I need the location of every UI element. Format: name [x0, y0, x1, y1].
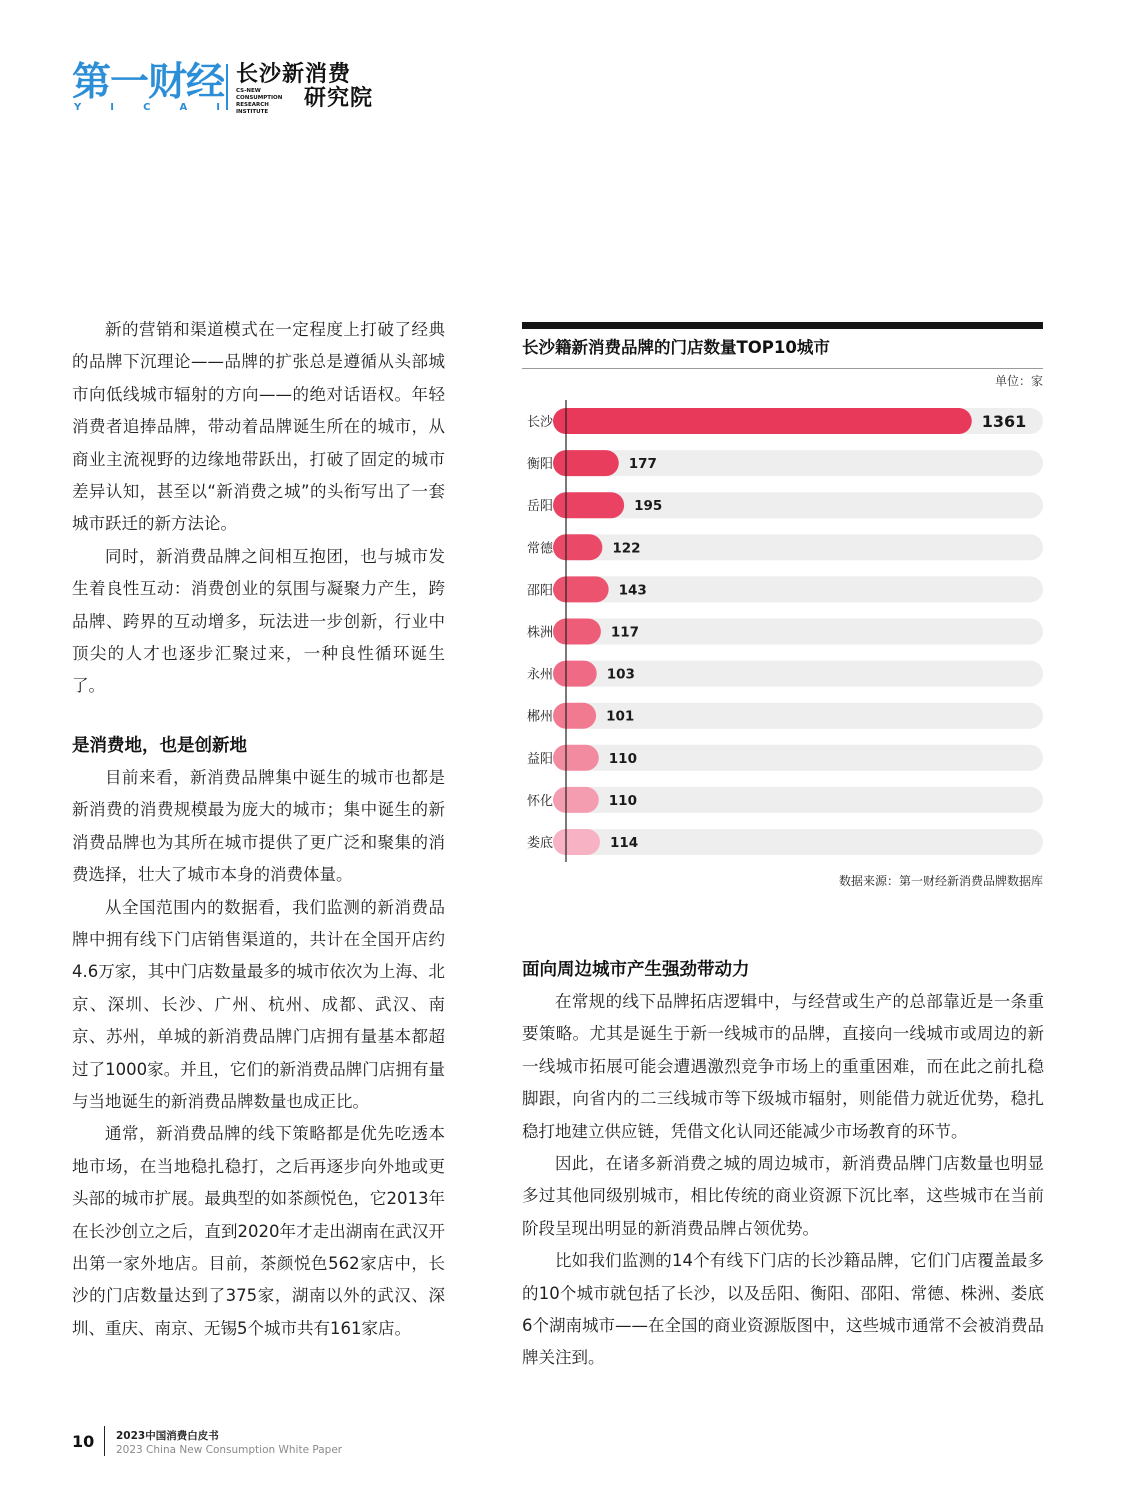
value-label: 143: [618, 582, 647, 599]
footer-title-en: 2023 China New Consumption White Paper: [116, 1444, 343, 1456]
value-label: 114: [609, 835, 639, 851]
store-count-chart: [522, 322, 1043, 892]
bar-track: [566, 661, 1043, 687]
category-label: 益阳: [527, 751, 554, 767]
bar: [553, 534, 602, 560]
value-label: 103: [606, 666, 635, 683]
institute-name-line1: 长沙新消费: [236, 62, 352, 87]
publisher-logo: [72, 62, 412, 114]
paragraph: 同时，新消费品牌之间相互抱团，也与城市发生着良性互动：消费创业的氛围与凝聚力产生，跨品牌、跨界的互动增多，玩法进一步创新，行业中顶尖的人才也逐步汇聚过来，一种良性循环诞生了。: [72, 546, 445, 696]
bar: [553, 745, 599, 771]
paragraph: 因此，在诸多新消费之城的周边城市，新消费品牌门店数量也明显多过其他同级别城市，相比传统的商业资源下沉比率，这些城市在当前阶段呈现出明显的新消费品牌占领优势。: [522, 1154, 1044, 1238]
category-label: 长沙: [527, 415, 554, 430]
bar: [553, 576, 609, 602]
bar-track: [566, 787, 1043, 813]
category-label: 常德: [527, 541, 554, 557]
value-label: 177: [628, 456, 657, 473]
paragraph: 从全国范围内的数据看，我们监测的新消费品牌中拥有线下门店销售渠道的，共计在全国开店约4.6万家，其中门店数量最多的城市依次为上海、北京、深圳、长沙、广州、杭州、成都、武汉、南京、苏州，单城的新消费品牌门店拥有量基本都超过了1000家。并且，它们的新消费品牌门店拥有量与当地诞生的新消费品牌数量也成正比。: [72, 897, 445, 1111]
paragraph: 比如我们监测的14个有线下门店的长沙籍品牌，它们门店覆盖最多的10个城市就包括了长沙，以及岳阳、衡阳、邵阳、常德、株洲、娄底6个湖南城市——在全国的商业资源版图中，这些城市通常不会被消费品牌关注到。: [522, 1251, 1044, 1368]
paragraph: 目前来看，新消费品牌集中诞生的城市也都是新消费的消费规模最为庞大的城市；集中诞生的新消费品牌也为其所在城市提供了更广泛和聚集的消费选择，壮大了城市本身的消费体量。: [72, 767, 445, 885]
category-label: 岳阳: [527, 499, 554, 515]
bar-track: [566, 703, 1043, 729]
category-label: 邵阳: [527, 583, 554, 599]
chart-unit: 单位：家: [994, 374, 1043, 388]
category-label: 衡阳: [527, 457, 554, 473]
bar: [553, 619, 601, 645]
footer-divider: [104, 1426, 105, 1456]
section-heading: 面向周边城市产生强劲带动力: [522, 960, 750, 980]
yicai-logo-text: 第一财经: [72, 60, 225, 105]
page-number: 10: [72, 1432, 95, 1451]
category-label: 怀化: [527, 793, 554, 809]
bar: [553, 492, 624, 518]
paragraph: 在常规的线下品牌拓店逻辑中，与经营或生产的总部靠近是一条重要策略。尤其是诞生于新一线城市的品牌，直接向一线城市或周边的新一线城市拓展可能会遭遇激烈竞争市场上的重重困难，而在此之前扎稳脚跟，向省内的二三线城市等下级城市辐射，则能借力就近优势，稳扎稳打地建立供应链，凭借文化认同还能减少市场教育的环节。: [522, 992, 1044, 1141]
page-footer: [72, 1420, 472, 1460]
bar: [553, 408, 972, 434]
footer-title-cn: 2023中国消费白皮书: [116, 1430, 219, 1442]
institute-name-line2: 研究院: [304, 86, 374, 111]
paragraph: 通常，新消费品牌的线下策略都是优先吃透本地市场，在当地稳扎稳打，之后再逐步向外地或更头部的城市扩展。最典型的如茶颜悦色，它2013年在长沙创立之后，直到2020年才走出湖南在武汉开出第一家外地店。目前，茶颜悦色562家店中，长沙的门店数量达到了375家，湖南以外的武汉、深圳、重庆、南京、无锡5个城市共有161家店。: [72, 1124, 445, 1338]
bar: [553, 829, 600, 855]
category-label: 郴州: [527, 709, 554, 725]
value-label: 110: [608, 750, 637, 767]
left-text-column: [72, 314, 445, 1345]
paragraph: 新的营销和渠道模式在一定程度上打破了经典的品牌下沉理论——品牌的扩张总是遵循从头部城市向低线城市辐射的方向——的绝对话语权。年轻消费者追捧品牌，带动着品牌诞生所在的城市，从商业主流视野的边缘地带跃出，打破了固定的城市差异认知，甚至以“新消费之城”的头衔写出了一套城市跃迁的新方法论。: [72, 320, 445, 534]
bar: [553, 703, 596, 729]
bar-track: [566, 745, 1043, 771]
right-text-column: [522, 954, 1044, 1375]
chart-source: 数据来源：第一财经新消费品牌数据库: [838, 874, 1043, 888]
bar: [553, 661, 597, 687]
value-label: 122: [612, 540, 641, 557]
category-label: 娄底: [527, 836, 554, 851]
value-label: 117: [610, 624, 640, 641]
value-label: 110: [608, 792, 637, 809]
yicai-letter: I: [216, 102, 220, 113]
value-label: 101: [606, 708, 635, 725]
value-label: 1361: [981, 412, 1027, 431]
yicai-letter: C: [143, 102, 151, 113]
bar: [553, 450, 619, 476]
category-label: 永州: [527, 667, 554, 683]
institute-name-en: CS-NEW CONSUMPTION RESEARCH INSTITUTE: [236, 88, 283, 115]
chart-title: 长沙籍新消费品牌的门店数量TOP10城市: [522, 338, 830, 357]
value-label: 195: [634, 498, 663, 515]
category-label: 株洲: [527, 625, 554, 641]
yicai-letters: [74, 102, 220, 113]
logo-divider: [226, 64, 228, 110]
bar-chart-svg: [522, 322, 1043, 892]
yicai-letter: I: [110, 102, 115, 113]
yicai-letter: Y: [74, 102, 82, 113]
yicai-letter: A: [179, 102, 188, 113]
section-heading: 是消费地，也是创新地: [72, 735, 247, 756]
bar: [553, 787, 599, 813]
